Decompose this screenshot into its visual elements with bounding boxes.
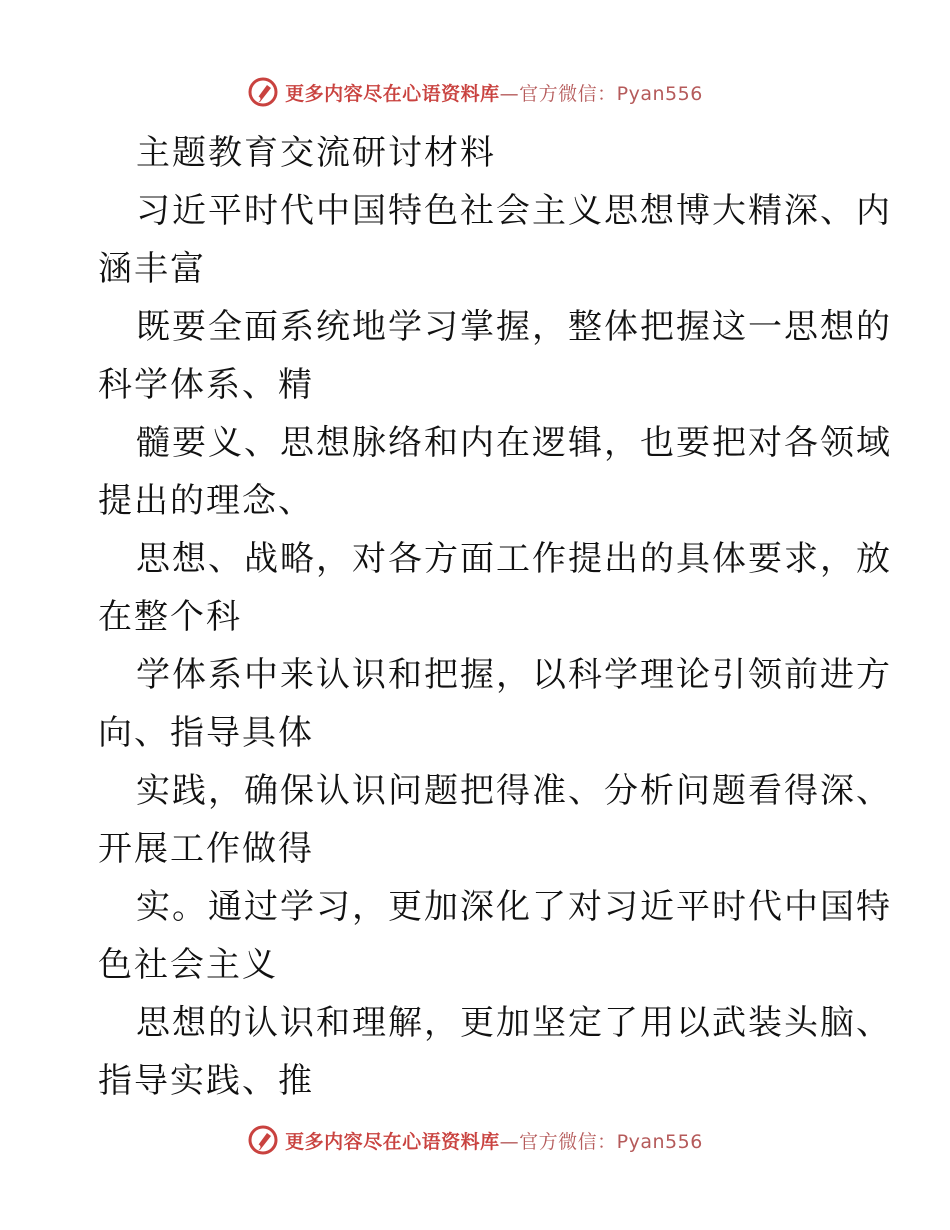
paragraph-line: 学体系中来认识和把握，以科学理论引领前进方: [136, 655, 892, 695]
document-body: [98, 124, 892, 1110]
header-watermark-banner: [0, 72, 950, 112]
paragraph-line: 色社会主义: [98, 945, 278, 985]
paragraph-line: 既要全面系统地学习掌握，整体把握这一思想的: [136, 307, 892, 347]
document-title: 主题教育交流研讨材料: [136, 133, 496, 173]
paragraph-line: 指导实践、推: [98, 1061, 314, 1101]
paragraph-line: 实。通过学习，更加深化了对习近平时代中国特: [136, 887, 892, 927]
pen-logo-icon: [247, 76, 279, 108]
pen-logo-icon: [247, 1124, 279, 1156]
paragraph-line: 在整个科: [98, 597, 242, 637]
paragraph-line: 涵丰富: [98, 249, 206, 289]
footer-watermark-banner: [0, 1120, 950, 1160]
paragraph-line: 思想的认识和理解，更加坚定了用以武装头脑、: [136, 1003, 892, 1043]
paragraph-line: 髓要义、思想脉络和内在逻辑，也要把对各领域: [136, 423, 892, 463]
paragraph-line: 提出的理念、: [98, 481, 314, 521]
paragraph-line: 向、指导具体: [98, 713, 314, 753]
paragraph-line: 习近平时代中国特色社会主义思想博大精深、内: [136, 191, 892, 231]
paragraph-line: 开展工作做得: [98, 829, 314, 869]
banner-text: 更多内容尽在心语资料库—官方微信：Pyan556: [285, 82, 703, 105]
banner-text: 更多内容尽在心语资料库—官方微信：Pyan556: [285, 1130, 703, 1153]
paragraph-line: 实践，确保认识问题把得准、分析问题看得深、: [136, 771, 892, 811]
paragraph-line: 思想、战略，对各方面工作提出的具体要求，放: [136, 539, 892, 579]
paragraph-line: 科学体系、精: [98, 365, 314, 405]
